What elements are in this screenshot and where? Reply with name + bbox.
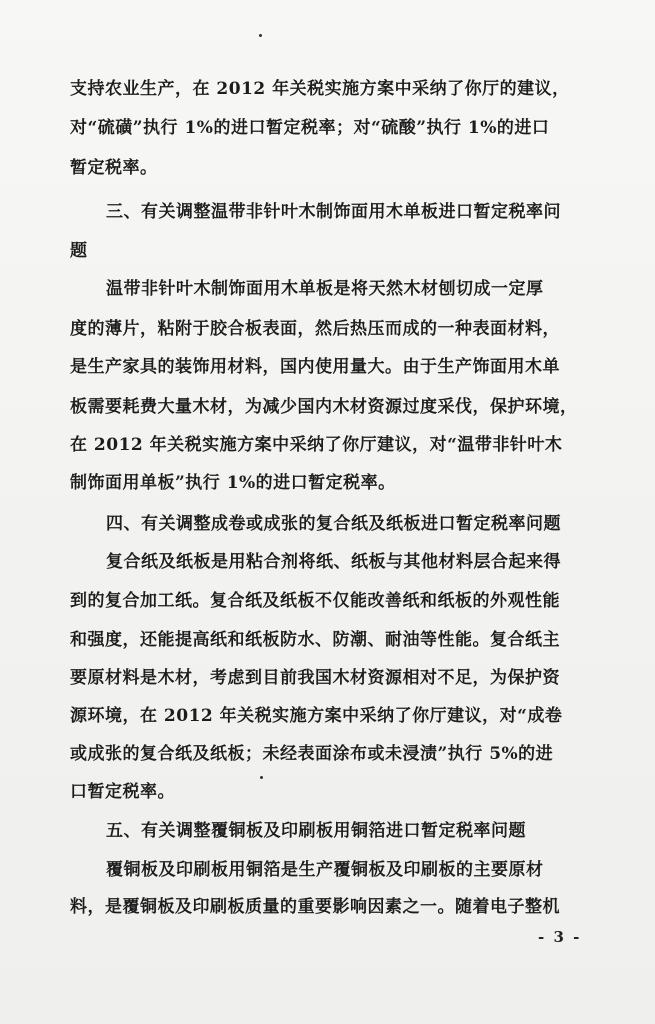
body-text-line: 复合纸及纸板是用粘合剂将纸、纸板与其他材料层合起来得 (106, 552, 561, 572)
scan-speck (259, 34, 262, 37)
body-text-line: 料，是覆铜板及印刷板质量的重要影响因素之一。随着电子整机 (70, 897, 560, 917)
body-text-line: 或成张的复合纸及纸板；未经表面涂布或未浸渍”执行 5%的进 (70, 744, 554, 764)
body-text-line: 支持农业生产，在 2012 年关税实施方案中采纳了你厅的建议， (70, 79, 570, 99)
body-text-line: 到的复合加工纸。复合纸及纸板不仅能改善纸和纸板的外观性能 (70, 591, 560, 611)
body-text-line: 口暂定税率。 (70, 782, 175, 802)
body-text-line: 暂定税率。 (70, 158, 158, 178)
scan-speck (260, 776, 263, 779)
body-text-line: 覆铜板及印刷板用铜箔是生产覆铜板及印刷板的主要原材 (106, 860, 544, 880)
body-text-line: 源环境，在 2012 年关税实施方案中采纳了你厅建议，对“成卷 (70, 706, 563, 726)
section-heading-4: 四、有关调整成卷或成张的复合纸及纸板进口暂定税率问题 (106, 514, 561, 534)
page-number: - 3 - (538, 928, 582, 946)
body-text-line: 要原材料是木材，考虑到目前我国木材资源相对不足，为保护资 (70, 668, 560, 688)
body-text-line: 是生产家具的装饰用材料，国内使用量大。由于生产饰面用木单 (70, 357, 560, 377)
body-text-line: 度的薄片，粘附于胶合板表面，然后热压而成的一种表面材料， (70, 319, 560, 339)
body-text-line: 对“硫磺”执行 1%的进口暂定税率；对“硫酸”执行 1%的进口 (70, 118, 550, 138)
body-text-line: 制饰面用单板”执行 1%的进口暂定税率。 (70, 473, 396, 493)
body-text-line: 在 2012 年关税实施方案中采纳了你厅建议，对“温带非针叶木 (70, 435, 563, 455)
body-text-line: 温带非针叶木制饰面用木单板是将天然木材刨切成一定厚 (106, 279, 544, 299)
section-heading-5: 五、有关调整覆铜板及印刷板用铜箔进口暂定税率问题 (106, 821, 526, 841)
section-heading-3-continued: 题 (70, 241, 88, 261)
body-text-line: 和强度，还能提高纸和纸板防水、防潮、耐油等性能。复合纸主 (70, 630, 560, 650)
section-heading-3: 三、有关调整温带非针叶木制饰面用木单板进口暂定税率问 (106, 202, 561, 222)
body-text-line: 板需要耗费大量木材，为减少国内木材资源过度采伐，保护环境， (70, 397, 578, 417)
